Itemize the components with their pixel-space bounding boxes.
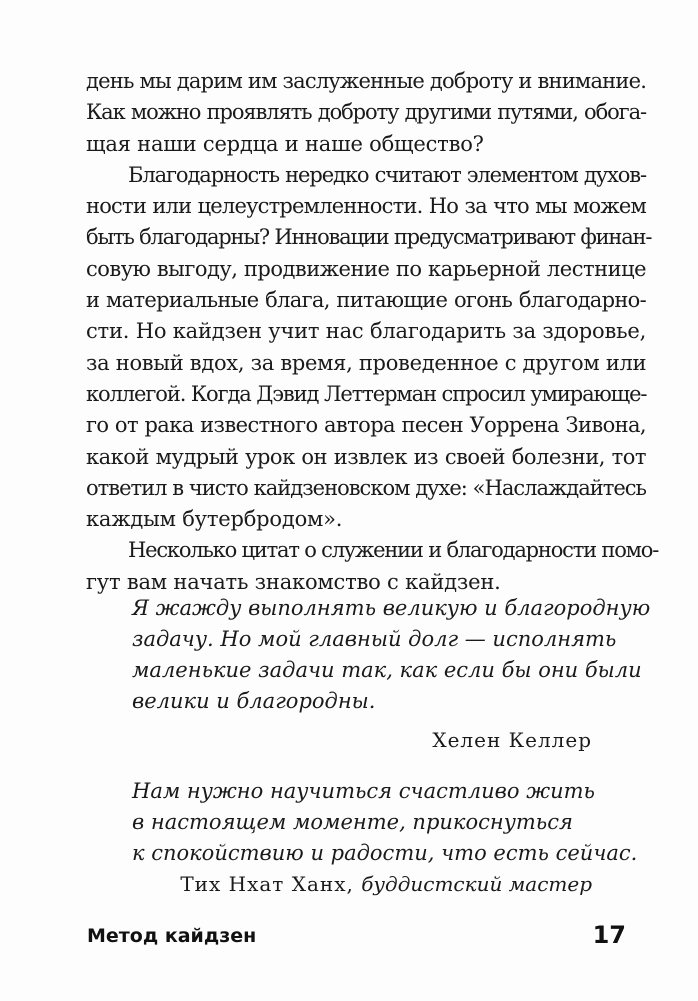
quote-line: велики и благородны. xyxy=(132,689,376,713)
text-line: за новый вдох, за время, проведенное с другом или xyxy=(86,350,647,375)
text-line: сти. Но кайдзен учит нас благодарить за здоровье, xyxy=(86,319,647,344)
text-line: го от рака известного автора песен Уоррена Зивона, xyxy=(86,413,646,438)
running-footer-title: Метод кайдзен xyxy=(87,925,257,947)
quote-author: Хелен Келлер xyxy=(432,728,592,752)
epigraph-quotes xyxy=(132,593,651,900)
quote-author-role: буддистский мастер xyxy=(361,872,592,896)
page-number: 17 xyxy=(592,921,626,949)
text-line: день мы дарим им заслуженные доброту и внимание. xyxy=(86,69,647,93)
quote-author: Тих Нхат Ханх, xyxy=(180,872,354,896)
text-line: быть благодарны? Инновации предусматривают финан- xyxy=(86,225,652,250)
text-line: ности или целеустремленности. Но за что мы можем xyxy=(86,194,646,219)
quote-line: маленькие задачи так, как если бы они были xyxy=(132,658,642,682)
body-text xyxy=(86,66,659,598)
text-line: коллегой. Когда Дэвид Леттерман спросил умирающе- xyxy=(86,381,647,406)
text-line: щая наши сердца и наше общество? xyxy=(86,131,484,156)
quote-line: задачу. Но мой главный долг — исполнять xyxy=(132,627,617,651)
text-line: каждым бутербродом». xyxy=(86,507,343,532)
quote-attribution xyxy=(132,725,592,756)
text-line: Благодарность нередко считают элементом духов- xyxy=(128,162,646,187)
text-line: какой мудрый урок он извлек из своей болезни, тот xyxy=(86,444,646,469)
quote-block xyxy=(132,593,651,756)
text-line: гут вам начать знакомство с кайдзен. xyxy=(86,569,501,594)
quote-line: Я жажду выполнять великую и благородную xyxy=(132,596,651,620)
text-line: ответил в чисто кайдзеновском духе: «Наслаждайтесь xyxy=(86,475,646,500)
quote-attribution xyxy=(132,869,592,900)
quote-block xyxy=(132,776,638,900)
text-line: совую выгоду, продвижение по карьерной лестнице xyxy=(86,256,646,281)
text-line: Как можно проявлять доброту другими путями, обога- xyxy=(86,100,646,125)
quote-line: к спокойствию и радости, что есть сейчас. xyxy=(132,841,638,865)
quote-line: в настоящем моменте, прикоснуться xyxy=(132,810,573,834)
text-line: Несколько цитат о служении и благодарности помо- xyxy=(128,538,659,563)
quote-line: Нам нужно научиться счастливо жить xyxy=(132,779,595,803)
text-line: и материальные блага, питающие огонь благодарно- xyxy=(86,288,646,313)
